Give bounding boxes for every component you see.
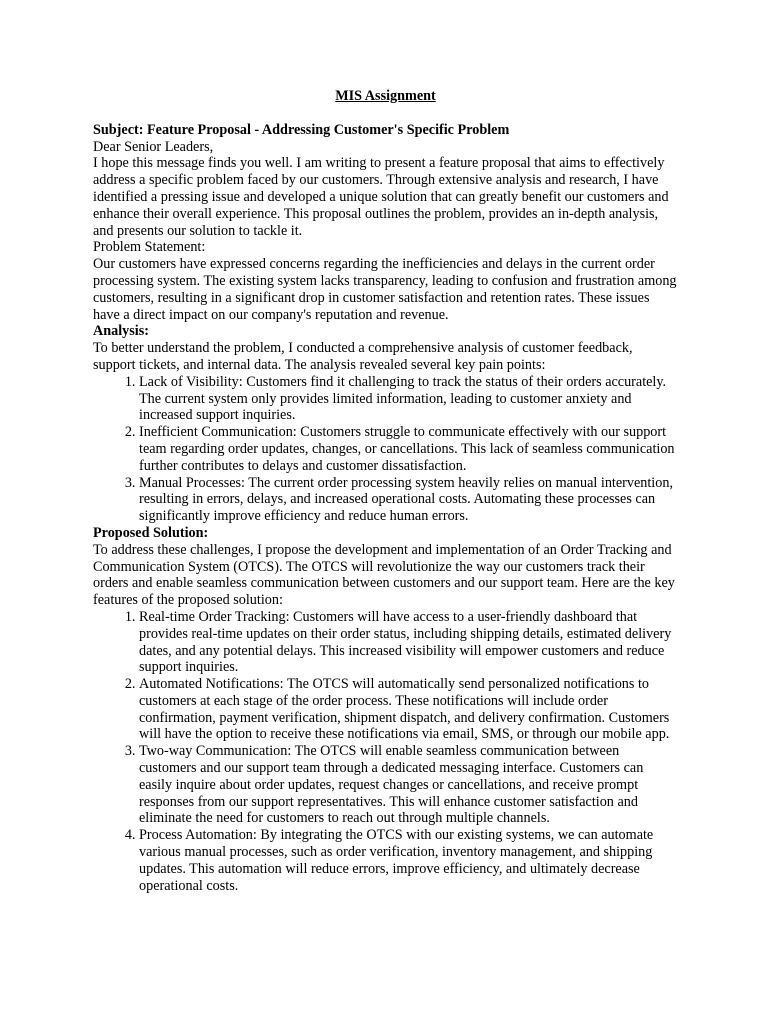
list-item: 4. Process Automation: By integrating the OTCS with our existing systems, we can automate various manual processes, such as order verification, inventory management, and shipping updates. This automation will reduce errors, improve efficiency, and ultimately decrease operational costs. (139, 827, 678, 894)
list-item: 3. Two-way Communication: The OTCS will enable seamless communication between customers and our support team through a dedicated messaging interface. Customers can easily inquire about order updates, request changes or cancellations, and receive prompt responses from our support representatives. This will enhance customer satisfaction and eliminate the need for customers to reach out through multiple channels. (139, 743, 678, 827)
features-list (93, 609, 678, 895)
subject-line: Subject: Feature Proposal - Addressing Customer's Specific Problem (93, 121, 510, 138)
list-item: 2. Inefficient Communication: Customers struggle to communicate effectively with our support team regarding order updates, changes, or cancellations. This lack of seamless communication further contributes to delays and customer dissatisfaction. (139, 424, 678, 474)
list-item: 1. Real-time Order Tracking: Customers will have access to a user-friendly dashboard that provides real-time updates on their order status, including shipping details, estimated delivery dates, and any potential delays. This increased visibility will empower customers and reduce support inquiries. (139, 609, 678, 676)
document-page (93, 88, 678, 894)
list-item: 3. Manual Processes: The current order processing system heavily relies on manual intervention, resulting in errors, delays, and increased operational costs. Automating these processes can significantly improve efficiency and reduce human errors. (139, 475, 678, 525)
intro-paragraph: I hope this message finds you well. I am writing to present a feature proposal that aims to effectively address a specific problem faced by our customers. Through extensive analysis and research, I have identified a pressing issue and developed a unique solution that can greatly benefit our customers and enhance their overall experience. This proposal outlines the problem, provides an in-depth analysis, and presents our solution to tackle it. (93, 155, 669, 239)
solution-heading: Proposed Solution: (93, 524, 209, 541)
analysis-heading: Analysis: (93, 323, 149, 340)
analysis-paragraph: To better understand the problem, I conducted a comprehensive analysis of customer feedback, support tickets, and internal data. The analysis revealed several key pain points: (93, 340, 633, 373)
problem-paragraph: Our customers have expressed concerns regarding the inefficiencies and delays in the current order processing system. The existing system lacks transparency, leading to confusion and frustration among customers, resulting in a significant drop in customer satisfaction and retention rates. These issues have a direct impact on our company's reputation and revenue. (93, 256, 677, 323)
document-title: MIS Assignment (335, 88, 436, 104)
list-item: 1. Lack of Visibility: Customers find it challenging to track the status of their orders accurately. The current system only provides limited information, leading to customer anxiety and increased support inquiries. (139, 374, 678, 424)
solution-paragraph: To address these challenges, I propose the development and implementation of an Order Tracking and Communication System (OTCS). The OTCS will revolutionize the way our customers track their orders and enable seamless communication between customers and our support team. Here are the key features of the proposed solution: (93, 541, 675, 609)
pain-points-list (93, 374, 678, 525)
list-item: 2. Automated Notifications: The OTCS will automatically send personalized notifications to customers at each stage of the order process. These notifications will include order confirmation, payment verification, shipment dispatch, and delivery confirmation. Customers will have the option to receive these notifications via email, SMS, or through our mobile app. (139, 676, 678, 743)
salutation: Dear Senior Leaders, (93, 138, 214, 155)
problem-heading: Problem Statement: (93, 239, 206, 256)
